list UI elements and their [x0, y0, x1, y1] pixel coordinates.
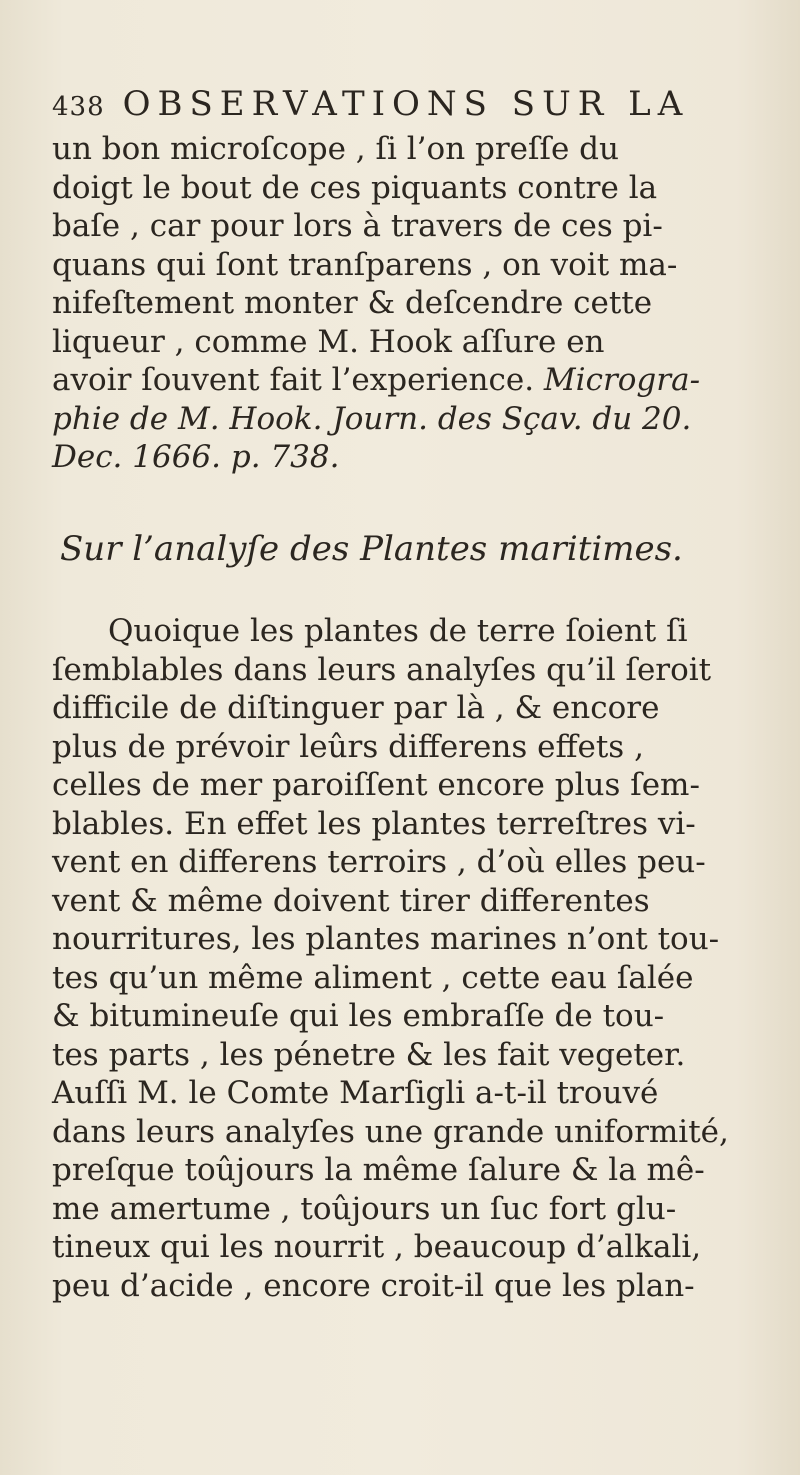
- text-line: Auſſi M. le Comte Marſigli a-t-il trouvé: [52, 1075, 659, 1111]
- text-line: dans leurs analyſes une grande uniformité,: [52, 1113, 729, 1150]
- text-line: ſemblables dans leurs analyſes qu’il ſeroit: [52, 651, 712, 688]
- running-title: OBSERVATIONS SUR LA: [122, 84, 690, 124]
- passage-2: [52, 612, 772, 1305]
- text-line: liqueur , comme M. Hook aſſure en: [52, 323, 605, 360]
- text-line: tineux qui les nourrit , beaucoup d’alkali,: [52, 1229, 702, 1265]
- text-line: plus de prévoir leûrs differens effets ,: [52, 728, 644, 765]
- text-line: doigt le bout de ces piquants contre la: [52, 169, 658, 206]
- text-line: difficile de diſtinguer par là , & encore: [52, 690, 660, 726]
- citation-line: phie de M. Hook. Journ. des Sçav. du 20.: [52, 400, 692, 437]
- text-line-with-citation: [52, 361, 772, 400]
- section-heading: Sur l’analyſe des Plantes maritimes.: [60, 529, 683, 569]
- text-line: baſe , car pour lors à travers de ces pi-: [52, 208, 663, 244]
- citation-line: Dec. 1666. p. 738.: [52, 439, 340, 475]
- text-line: peu d’acide , encore croit-il que les plan-: [52, 1267, 695, 1304]
- text-line: me amertume , toûjours un ſuc fort glu-: [52, 1190, 677, 1227]
- text-line: preſque toûjours la même ſalure & la mê-: [52, 1152, 705, 1188]
- text-line: quans qui ſont tranſparens , on voit ma-: [52, 246, 678, 283]
- text-line: vent en differens terroirs , d’où elles peu-: [52, 844, 706, 880]
- text-line: & bitumineuſe qui les embraſſe de tou-: [52, 998, 665, 1034]
- text-line: vent & même doivent tirer differentes: [52, 882, 650, 919]
- text-line: nifeſtement monter & deſcendre cette: [52, 285, 653, 321]
- citation-fragment: Microgra-: [543, 362, 701, 398]
- text-line: Quoique les plantes de terre ſoient ſi: [108, 613, 688, 649]
- text-line: celles de mer paroiſſent encore plus ſem-: [52, 767, 700, 803]
- text-line: blables. En effet les plantes terreſtres vi-: [52, 805, 696, 842]
- text-line: nourritures, les plantes marines n’ont tou-: [52, 921, 720, 957]
- passage-1: [52, 130, 772, 477]
- text-line: tes parts , les pénetre & les fait vegeter.: [52, 1036, 686, 1073]
- page-number: 438: [52, 92, 105, 122]
- text-line-fragment: avoir ſouvent fait l’experience.: [52, 362, 535, 398]
- running-header: [52, 84, 752, 127]
- text-line: tes qu’un même aliment , cette eau ſalée: [52, 959, 694, 996]
- text-line: un bon microſcope , ſi l’on preſſe du: [52, 131, 619, 167]
